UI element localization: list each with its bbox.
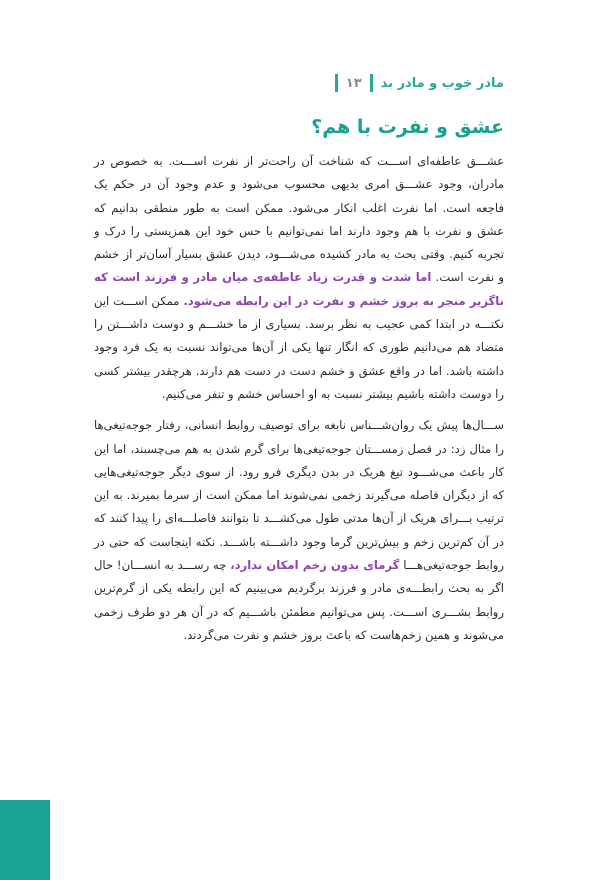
header-divider (335, 74, 338, 92)
decorative-side-strip (0, 800, 50, 880)
running-header (335, 74, 504, 92)
page-number: ۱۳ (345, 75, 362, 91)
highlighted-text: گرمای بدون زخم امکان ندارد، (230, 558, 400, 573)
paragraph-text: عشـــق عاطفه‌ای اســـت که شناخت آن راحت‌تر از نفرت اســـت. به خصوص در مادران، وجود عشـــق امری بدیهی محسوب می‌شود و عدم وجود آن در حکم یک فاجعه است. اما نفرت اغلب انکار می‌شود. ممکن است به طور منطقی بدانیم که عشق و نفرت با هم وجود دارند اما نمی‌توانیم با حس خود این همزیستی را درک و تجربه کنیم. وقتی بحث به مادر کشیده می‌شـــود، دیدن عشق بسیار آسان‌تر از خشم و نفرت است. (94, 154, 504, 285)
paragraph (94, 150, 504, 406)
highlighted-text: اما شدت و قدرت زیاد عاطفه‌ی میان مادر و فرزند است که ناگزیر منجر به بروز خشم و نفرت در این رابطه می‌شود. (94, 270, 504, 308)
paragraph-text: چه رســـد به انســـان! حال اگر به بحث رابطـــه‌ی مادر و فرزند برگردیم می‌بینیم که این رابطه یکی از گرم‌ترین روابط بشـــری اســـت. پس می‌توانیم مطمئن باشـــیم که در آن هر دو طرف زخمی می‌شوند و همین زخم‌هاست که باعث بروز خشم و نفرت می‌گردند. (94, 558, 504, 642)
paragraph-text: ممکن اســـت این نکتـــه در ابتدا کمی عجیب به نظر برسد. بسیاری از ما خشـــم و دوست داشـــتن را متضاد هم می‌دانیم طوری که انگار تنها یکی از آن‌ها می‌تواند نسبت به یک فرد وجود داشته باشد. اما در واقع عشق و خشم دست در دست هم دارند. هرچقدر بیشتر کسی را دوست داشته باشیم بیشتر نسبت به او احساس خشم و تنفر می‌کنیم. (94, 293, 504, 401)
paragraph-text: ســـال‌ها پیش یک روان‌شـــناس نابغه برای توصیف روابط انسانی، رفتار جوجه‌تیغی‌ها را مثال زد: در فصل زمســـتان جوجه‌تیغی‌ها برای گرم شدن به هم می‌چسبند، اما این کار باعث می‌شـــود تیغ هریک در بدن دیگری فرو رود. از سوی دیگر جوجه‌تیغی‌هایی که از دیگران فاصله می‌گیرند زخمی نمی‌شوند اما ممکن است از سرما بمیرند. به این ترتیب بـــرای هریک از آن‌ها مدتی طول می‌کشـــد تا بتوانند فاصلـــه‌ای را پیدا کنند که در آن کم‌ترین زخم و بیش‌ترین گرما وجود داشـــته باشـــد. نکته اینجاست که حتی در روابط جوجه‌تیغی‌هـــا (94, 418, 504, 573)
book-title: مادر خوب و مادر بد (380, 75, 504, 91)
header-divider (370, 74, 373, 92)
paragraph (94, 414, 504, 647)
article-body (94, 150, 504, 655)
section-title: عشق و نفرت با هم؟ (311, 116, 504, 138)
